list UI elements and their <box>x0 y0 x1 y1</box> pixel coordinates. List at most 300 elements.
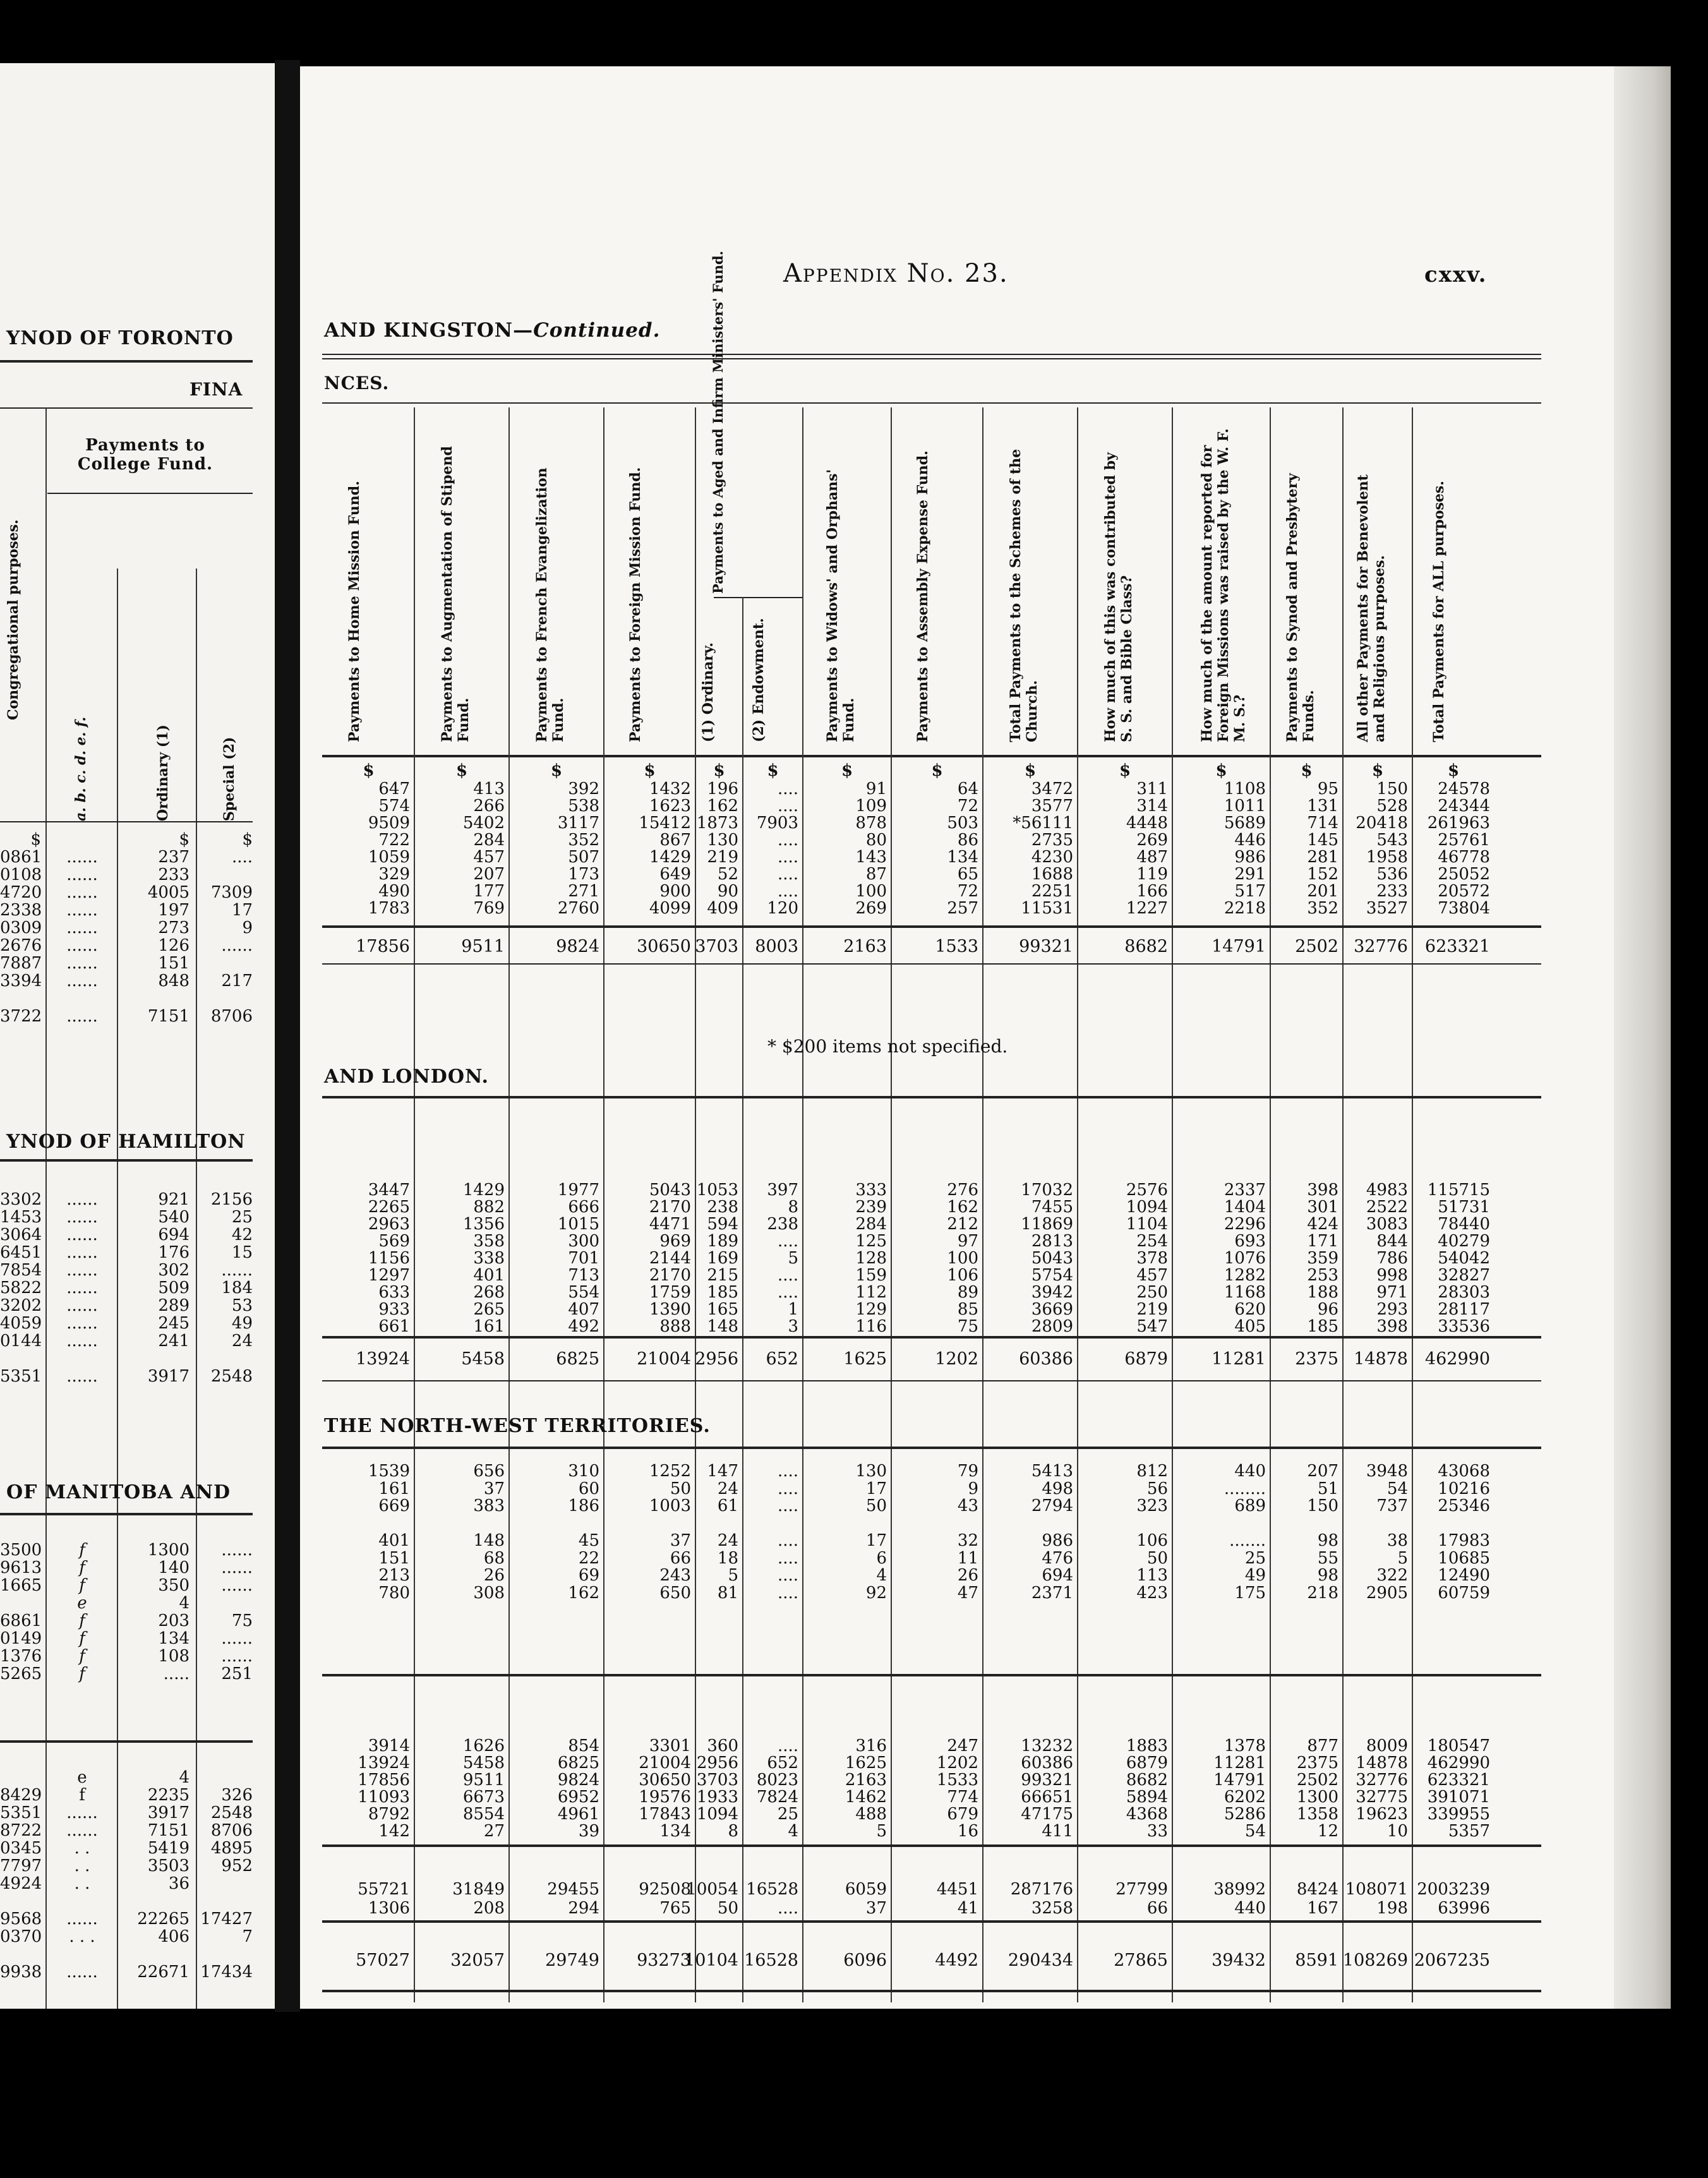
subtotal-cell: 92508 <box>639 1880 691 1899</box>
kingston-cell: 152 <box>1307 865 1338 884</box>
summary-cell: 8792 <box>368 1805 410 1824</box>
left-cell <box>120 1350 189 1368</box>
summary-cell: 8023 <box>756 1771 798 1790</box>
london-cell: 106 <box>947 1266 978 1285</box>
grand-total-cell: 8591 <box>1295 1951 1338 1970</box>
left-cell: 203 <box>158 1611 189 1630</box>
left-cell: 0149 <box>0 1629 42 1648</box>
northwest-cell: 50 <box>670 1479 691 1498</box>
northwest-cell: 79 <box>957 1462 978 1481</box>
left-col-ordinary <box>120 1541 189 1683</box>
summary-cell: 21004 <box>639 1754 691 1772</box>
left-cell: ...... <box>221 1261 253 1280</box>
london-cell: 239 <box>855 1198 887 1217</box>
column-header: (2) Endowment. <box>750 618 767 742</box>
subtotal-cell: 208 <box>473 1899 505 1918</box>
northwest-cell: 498 <box>1042 1479 1073 1498</box>
left-col-ordinary <box>120 1191 189 1385</box>
kingston-cell: 4099 <box>649 899 691 918</box>
summary-cell: 3914 <box>368 1736 410 1755</box>
northwest-cell: ....... <box>1229 1531 1266 1550</box>
left-cell: f <box>79 1629 85 1648</box>
northwest-cell: 37 <box>670 1531 691 1550</box>
northwest-cell: 26 <box>957 1566 978 1585</box>
london-cell: 188 <box>1307 1283 1338 1302</box>
london-cell: 401 <box>473 1266 505 1285</box>
kingston-cell: .... <box>777 882 798 901</box>
northwest-cell: 68 <box>483 1548 505 1568</box>
northwest-cell: 60 <box>578 1479 599 1498</box>
northwest-cell: 812 <box>1136 1462 1168 1481</box>
summary-cell: 14878 <box>1356 1754 1408 1772</box>
column-header: Payments to Synod and Presbytery Funds. <box>1284 473 1317 742</box>
northwest-cell: 55 <box>1317 1548 1338 1568</box>
summary-cell: 5357 <box>1448 1822 1490 1841</box>
kingston-cell: 65 <box>957 865 978 884</box>
london-cell: 1356 <box>462 1215 505 1234</box>
northwest-cell: 38 <box>1386 1531 1408 1550</box>
divider <box>0 1159 253 1162</box>
left-cell: 3722 <box>0 1007 42 1026</box>
northwest-cell: 423 <box>1136 1583 1168 1603</box>
column-header: Payments to Augmentation of Stipend Fund. <box>439 446 472 742</box>
left-cell: . . . <box>69 1927 95 1946</box>
northwest-cell: 43068 <box>1438 1462 1490 1481</box>
northwest-cell: 54 <box>1386 1479 1408 1498</box>
northwest-cell: 650 <box>659 1583 691 1603</box>
left-cell: 7309 <box>210 883 253 902</box>
summary-cell: 32776 <box>1356 1771 1408 1790</box>
northwest-cell: 47 <box>957 1583 978 1603</box>
london-cell: 219 <box>1136 1300 1168 1319</box>
kingston-cell: 87 <box>865 865 887 884</box>
subtotal-cell: 10054 <box>686 1880 738 1899</box>
left-cell: 6451 <box>0 1243 42 1262</box>
summary-cell: 16 <box>957 1822 978 1841</box>
column-line <box>742 597 743 2002</box>
summary-cell: 3301 <box>649 1736 691 1755</box>
london-cell: .... <box>777 1283 798 1302</box>
northwest-cell: 656 <box>473 1462 505 1481</box>
left-cell: 0144 <box>0 1332 42 1351</box>
london-cell: 2809 <box>1031 1317 1073 1336</box>
left-cell <box>0 1769 41 1786</box>
kingston-cell: 4448 <box>1126 814 1168 833</box>
kingston-cell: 207 <box>473 865 505 884</box>
left-cell: ...... <box>66 1208 98 1227</box>
summary-cell: 47175 <box>1021 1805 1073 1824</box>
summary-cell: 1462 <box>845 1788 887 1807</box>
left-cell: 848 <box>158 972 189 990</box>
london-cell: 492 <box>568 1317 599 1336</box>
london-cell: 215 <box>707 1266 738 1285</box>
kingston-cell: 15412 <box>639 814 691 833</box>
left-cell: 5351 <box>0 1803 42 1822</box>
left-cell: ...... <box>66 954 98 973</box>
london-cell: 969 <box>659 1232 691 1251</box>
london-cell: 5754 <box>1031 1266 1073 1285</box>
dollar-sign: $ <box>713 761 725 780</box>
left-cell: 273 <box>158 918 189 937</box>
london-cell: 238 <box>707 1198 738 1217</box>
kingston-cell: 352 <box>568 831 599 850</box>
divider <box>322 1920 1541 1923</box>
left-col-special <box>199 831 253 1025</box>
summary-cell: 8554 <box>462 1805 505 1824</box>
subtotal-cell: 41 <box>957 1899 978 1918</box>
column-header: Total Payments for ALL purposes. <box>1431 481 1447 742</box>
left-cell: . . <box>74 1874 90 1893</box>
kingston-cell: 538 <box>568 797 599 815</box>
summary-cell: 13232 <box>1021 1736 1073 1755</box>
northwest-cell: .... <box>777 1531 798 1550</box>
kingston-cell: 2251 <box>1031 882 1073 901</box>
london-total-cell: 2956 <box>695 1349 738 1369</box>
london-cell: 882 <box>473 1198 505 1217</box>
kingston-total-cell: 99321 <box>1019 937 1073 956</box>
left-cell: 5265 <box>0 1664 42 1683</box>
column-header: Payments to Foreign Mission Fund. <box>627 467 644 742</box>
kingston-cell: 271 <box>568 882 599 901</box>
northwest-cell: 17983 <box>1438 1531 1490 1550</box>
london-cell: 2265 <box>368 1198 410 1217</box>
left-cell: ...... <box>66 1190 98 1209</box>
left-cell: ...... <box>66 936 98 955</box>
subtotal-cell: 287176 <box>1010 1880 1073 1899</box>
northwest-cell: 32 <box>957 1531 978 1550</box>
london-cell: 28117 <box>1438 1300 1490 1319</box>
northwest-cell: 986 <box>1042 1531 1073 1550</box>
divider <box>322 1096 1541 1098</box>
left-cell: ...... <box>221 1576 253 1595</box>
london-cell: 3 <box>788 1317 798 1336</box>
left-cell: 3917 <box>147 1803 189 1822</box>
kingston-cell: 269 <box>1136 831 1168 850</box>
summary-cell: 1358 <box>1296 1805 1338 1824</box>
london-cell: 424 <box>1307 1215 1338 1234</box>
london-cell: 265 <box>473 1300 505 1319</box>
northwest-cell: 1539 <box>368 1462 410 1481</box>
summary-cell: 1094 <box>696 1805 738 1824</box>
dollar-sign: $ <box>1372 761 1384 780</box>
subtotal-cell: 3258 <box>1031 1899 1073 1918</box>
northwest-cell: 207 <box>1307 1462 1338 1481</box>
summary-cell: 679 <box>947 1805 978 1824</box>
northwest-cell: 147 <box>707 1462 738 1481</box>
summary-cell: 1202 <box>936 1754 978 1772</box>
london-total-cell: 11281 <box>1212 1349 1266 1369</box>
summary-cell: 17856 <box>358 1771 410 1790</box>
london-cell: 4983 <box>1366 1181 1408 1200</box>
london-cell: 620 <box>1234 1300 1266 1319</box>
kingston-cell: 73804 <box>1438 899 1490 918</box>
kingston-cell: 878 <box>855 814 887 833</box>
london-cell: 3083 <box>1366 1215 1408 1234</box>
left-cell: ...... <box>66 1367 98 1386</box>
subtotal-cell: 29455 <box>547 1880 599 1899</box>
london-cell: 96 <box>1317 1300 1338 1319</box>
kingston-total-cell: 32776 <box>1354 937 1408 956</box>
summary-cell: 39 <box>578 1822 599 1841</box>
column-line <box>508 407 510 2002</box>
northwest-cell: 10216 <box>1438 1479 1490 1498</box>
left-cell: ...... <box>66 1332 98 1351</box>
subtotal-cell: 167 <box>1307 1899 1338 1918</box>
left-cell: 17 <box>231 901 253 920</box>
kingston-cell: 266 <box>473 797 505 815</box>
left-cell: 233 <box>158 865 189 884</box>
london-cell: 713 <box>568 1266 599 1285</box>
kingston-cell: 100 <box>855 882 887 901</box>
summary-cell: 134 <box>659 1822 691 1841</box>
divider <box>0 360 253 363</box>
kingston-cell: .... <box>777 797 798 815</box>
northwest-cell: 49 <box>1244 1566 1266 1585</box>
left-cell: 7797 <box>0 1856 42 1875</box>
kingston-cell: 72 <box>957 882 978 901</box>
left-cell <box>199 954 253 972</box>
northwest-cell: 24 <box>717 1531 738 1550</box>
heading-synod-toronto: YNOD OF TORONTO <box>6 327 234 349</box>
left-cell: ...... <box>221 1558 253 1577</box>
northwest-cell: 322 <box>1376 1566 1408 1585</box>
london-cell: 2170 <box>649 1198 691 1217</box>
kingston-cell: 714 <box>1307 814 1338 833</box>
london-cell: 1053 <box>696 1181 738 1200</box>
kingston-cell: 166 <box>1136 882 1168 901</box>
left-cell: 350 <box>158 1576 189 1595</box>
left-cell: 1376 <box>0 1647 42 1666</box>
subtotal-cell: .... <box>777 1899 798 1918</box>
grand-total-cell: 10104 <box>684 1951 738 1970</box>
left-col-congregational <box>0 1769 41 1981</box>
kingston-cell: 64 <box>957 779 978 798</box>
kingston-cell: 457 <box>473 848 505 867</box>
left-cell: 176 <box>158 1243 189 1262</box>
dollar-sign: $ <box>456 761 468 780</box>
summary-cell: 54 <box>1244 1822 1266 1841</box>
left-cell: ...... <box>66 1803 98 1822</box>
header-bottom-rule <box>322 755 1541 757</box>
left-cell: 245 <box>158 1314 189 1333</box>
kingston-cell: 1783 <box>368 899 410 918</box>
dollar-sign: $ <box>931 761 943 780</box>
left-cell: . . <box>74 1839 90 1858</box>
left-cell: 8706 <box>210 1821 253 1840</box>
total-rule <box>322 1844 1541 1847</box>
left-cell: 2235 <box>147 1786 189 1805</box>
kingston-cell: 1873 <box>696 814 738 833</box>
summary-cell: 2375 <box>1296 1754 1338 1772</box>
section-nces: NCES. <box>324 373 390 394</box>
london-total-cell: 13924 <box>356 1349 410 1369</box>
left-cell: f <box>79 1541 85 1560</box>
left-cell: 3503 <box>147 1856 189 1875</box>
kingston-cell: 95 <box>1317 779 1338 798</box>
col-line <box>196 569 197 2009</box>
left-cell: 53 <box>231 1296 253 1315</box>
northwest-cell: 780 <box>378 1583 410 1603</box>
aged-infirm-header: Payments to Aged and Infirm Ministers' Fund. <box>710 251 726 594</box>
summary-cell: 6825 <box>557 1754 599 1772</box>
left-cell: f <box>79 1664 85 1683</box>
heading-synod-manitoba: OF MANITOBA AND <box>6 1481 231 1503</box>
column-header: Payments to Home Mission Fund. <box>346 481 363 742</box>
left-cell: 9 <box>242 918 253 937</box>
left-cell: ...... <box>66 848 98 867</box>
total-rule <box>322 1336 1541 1339</box>
london-cell: 933 <box>378 1300 410 1319</box>
london-cell: 1404 <box>1224 1198 1266 1217</box>
summary-cell: 5894 <box>1126 1788 1168 1807</box>
col-abcdef: a. b. c. d. e. f. <box>73 716 89 821</box>
left-cell <box>47 990 117 1008</box>
subtotal-cell: 108071 <box>1345 1880 1408 1899</box>
northwest-cell: 61 <box>717 1496 738 1515</box>
northwest-cell: 45 <box>578 1531 599 1550</box>
column-header: How much of this was contributed by S. S. and Bible Class? <box>1102 452 1135 742</box>
london-cell: 5043 <box>1031 1249 1073 1268</box>
northwest-cell: 440 <box>1234 1462 1266 1481</box>
kingston-cell: 219 <box>707 848 738 867</box>
kingston-cell: 24344 <box>1438 797 1490 815</box>
london-cell: 661 <box>378 1317 410 1336</box>
grand-total-cell: 2067235 <box>1414 1951 1490 1970</box>
left-cell: 15 <box>231 1243 253 1262</box>
northwest-cell: 9 <box>968 1479 978 1498</box>
left-cell: 9568 <box>0 1910 42 1928</box>
left-cell: ...... <box>66 1314 98 1333</box>
london-cell: 40279 <box>1438 1232 1490 1251</box>
london-cell: 28303 <box>1438 1283 1490 1302</box>
london-cell: 333 <box>855 1181 887 1200</box>
london-cell: 971 <box>1376 1283 1408 1302</box>
left-cell: 2676 <box>0 936 42 955</box>
summary-cell: 316 <box>855 1736 887 1755</box>
left-cell <box>199 990 253 1008</box>
left-cell: ...... <box>66 972 98 990</box>
northwest-cell: 323 <box>1136 1496 1168 1515</box>
divider <box>322 402 1541 404</box>
kingston-cell: 46778 <box>1438 848 1490 867</box>
left-cell: 4924 <box>0 1874 42 1893</box>
northwest-cell: .... <box>777 1566 798 1585</box>
left-cell: 24 <box>231 1332 253 1351</box>
left-cell: 25 <box>231 1208 253 1227</box>
kingston-cell: .... <box>777 831 798 850</box>
left-cell: 4005 <box>147 883 189 902</box>
northwest-cell: 17 <box>865 1531 887 1550</box>
grand-total-cell: 57027 <box>356 1951 410 1970</box>
left-cell: 42 <box>231 1225 253 1244</box>
london-cell: 2337 <box>1224 1181 1266 1200</box>
kingston-total-cell: 17856 <box>356 937 410 956</box>
summary-cell: 854 <box>568 1736 599 1755</box>
left-cell: 0309 <box>0 918 42 937</box>
summary-cell: 1883 <box>1126 1736 1168 1755</box>
left-col-congregational <box>0 831 41 1025</box>
london-cell: 51731 <box>1438 1198 1490 1217</box>
left-cell: 1453 <box>0 1208 42 1227</box>
london-total-cell: 14878 <box>1354 1349 1408 1369</box>
kingston-cell: 25052 <box>1438 865 1490 884</box>
london-cell: 405 <box>1234 1317 1266 1336</box>
column-line <box>1342 407 1344 2002</box>
kingston-cell: 11531 <box>1021 899 1073 918</box>
northwest-cell: .... <box>777 1462 798 1481</box>
kingston-cell: 2218 <box>1224 899 1266 918</box>
kingston-cell: 314 <box>1136 797 1168 815</box>
london-cell: 359 <box>1307 1249 1338 1268</box>
left-cell: 7151 <box>147 1007 189 1026</box>
northwest-cell: 43 <box>957 1496 978 1515</box>
kingston-total-cell: 623321 <box>1424 937 1490 956</box>
column-header: (1) Ordinary. <box>700 642 716 742</box>
summary-cell: 339955 <box>1427 1805 1490 1824</box>
northwest-cell: 25 <box>1244 1548 1266 1568</box>
section-kingston-title: AND KINGSTON—Continued. <box>324 319 661 342</box>
kingston-cell: 1059 <box>368 848 410 867</box>
subtotal-cell: 198 <box>1376 1899 1408 1918</box>
kingston-cell: 2760 <box>557 899 599 918</box>
kingston-cell: .... <box>777 779 798 798</box>
divider <box>322 1990 1541 1992</box>
column-line <box>802 407 803 2002</box>
kingston-cell: 1432 <box>649 779 691 798</box>
left-cell: 3064 <box>0 1225 42 1244</box>
kingston-cell: 409 <box>707 899 738 918</box>
london-cell: 112 <box>855 1283 887 1302</box>
left-cell: 108 <box>158 1647 189 1666</box>
left-cell: 22265 <box>137 1910 189 1928</box>
northwest-cell: 5413 <box>1031 1462 1073 1481</box>
divider <box>0 1513 253 1515</box>
london-cell: 457 <box>1136 1266 1168 1285</box>
london-cell: 1076 <box>1224 1249 1266 1268</box>
kingston-cell: 20418 <box>1356 814 1408 833</box>
kingston-cell: 1958 <box>1366 848 1408 867</box>
left-cell: 694 <box>158 1225 189 1244</box>
kingston-total-cell: 2163 <box>843 937 887 956</box>
left-cell: 0345 <box>0 1839 42 1858</box>
northwest-cell: 1252 <box>649 1462 691 1481</box>
kingston-cell: 769 <box>473 899 505 918</box>
dollar-sign: $ <box>551 761 563 780</box>
london-cell: 398 <box>1376 1317 1408 1336</box>
northwest-cell: 150 <box>1307 1496 1338 1515</box>
kingston-cell: 528 <box>1376 797 1408 815</box>
summary-cell: 1625 <box>845 1754 887 1772</box>
summary-cell: 8 <box>728 1822 738 1841</box>
london-cell: .... <box>777 1266 798 1285</box>
london-cell: 1168 <box>1224 1283 1266 1302</box>
left-cell <box>120 1946 189 1963</box>
subtotal-cell: 31849 <box>452 1880 505 1899</box>
northwest-cell: 689 <box>1234 1496 1266 1515</box>
summary-cell: 10 <box>1386 1822 1408 1841</box>
left-cell: 3917 <box>147 1367 189 1386</box>
left-cell: 3202 <box>0 1296 42 1315</box>
summary-cell: 33 <box>1146 1822 1168 1841</box>
london-cell: 89 <box>957 1283 978 1302</box>
subtotal-cell: 37 <box>865 1899 887 1918</box>
dollar-sign: $ <box>644 761 656 780</box>
left-col-abcdef <box>47 1541 117 1683</box>
column-header: All other Payments for Benevolent and Religious purposes. <box>1355 474 1388 742</box>
kingston-cell: 24578 <box>1438 779 1490 798</box>
left-cell: 140 <box>158 1558 189 1577</box>
left-cell: 134 <box>158 1629 189 1648</box>
